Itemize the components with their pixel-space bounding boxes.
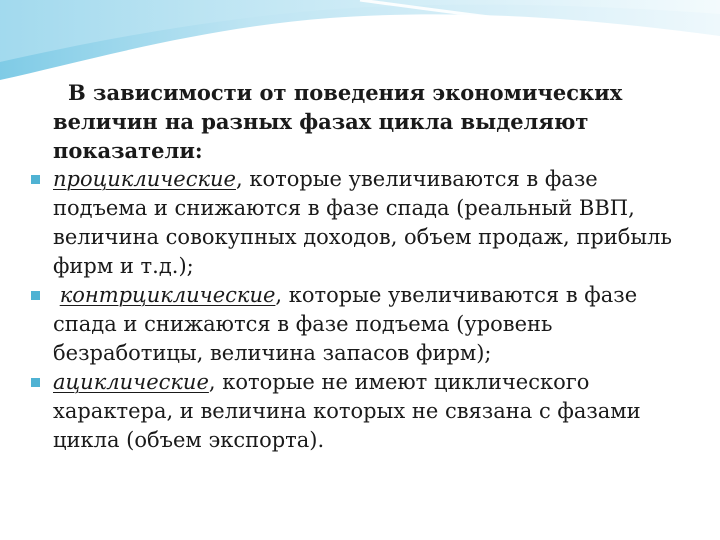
square-bullet-icon xyxy=(31,291,40,300)
intro-first-line: В зависимости от поведения экономических xyxy=(68,80,623,105)
intro-paragraph xyxy=(30,78,690,165)
bullet-text-acyclical: , которые не имеют циклического характера, и величина которых не связана с фазами цикла (объем экспорта). xyxy=(53,370,641,452)
term-procyclical: проциклические xyxy=(53,167,236,191)
square-bullet-icon xyxy=(31,175,40,184)
header-wave-decoration xyxy=(0,0,720,90)
bullet-text-countercyclical: , которые увеличиваются в фазе спада и снижаются в фазе подъема (уровень безработицы, величина запасов фирм); xyxy=(53,283,638,365)
slide-content xyxy=(30,78,690,455)
indicator-list xyxy=(30,165,690,455)
intro-rest: величин на разных фазах цикла выделяют показатели: xyxy=(53,109,589,163)
square-bullet-icon xyxy=(31,378,40,387)
list-item-acyclical xyxy=(30,368,690,455)
list-item-procyclical xyxy=(30,165,690,281)
list-item-countercyclical xyxy=(30,281,690,368)
term-countercyclical: контрциклические xyxy=(59,283,276,307)
term-acyclical: ациклические xyxy=(53,370,209,394)
bullet-text-procyclical: , которые увеличиваются в фазе подъема и снижаются в фазе спада (реальный ВВП, величина совокупных доходов, объем продаж, прибыль фирм и т.д.); xyxy=(53,167,672,278)
